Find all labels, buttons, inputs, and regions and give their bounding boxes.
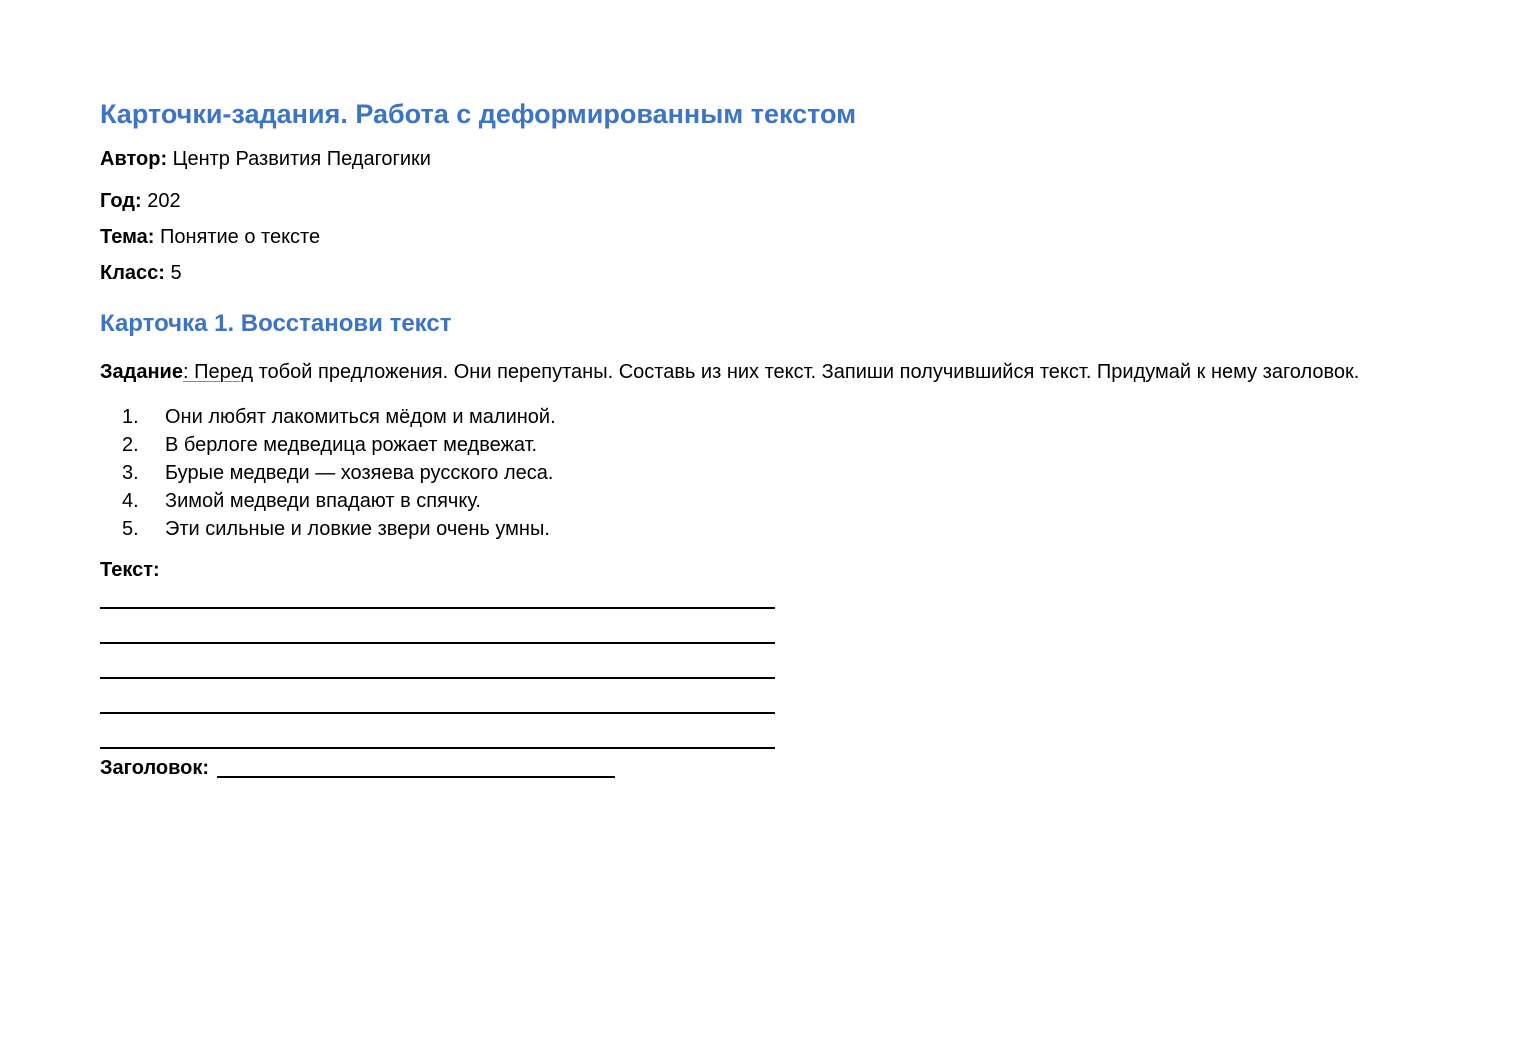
answer-line — [100, 679, 775, 714]
list-item-text: Они любят лакомиться мёдом и малиной. — [165, 406, 556, 428]
sentence-list — [100, 403, 1400, 543]
answer-line — [100, 644, 775, 679]
meta-author — [100, 146, 1400, 172]
task-instruction — [100, 360, 1390, 385]
answer-text-label: Текст: — [100, 559, 160, 581]
meta-grade — [100, 260, 1400, 286]
list-item — [100, 487, 1400, 515]
meta-year-label: Год: — [100, 190, 142, 212]
list-item-number: 5. — [122, 518, 139, 540]
list-item — [100, 459, 1400, 487]
answer-line — [100, 609, 775, 644]
meta-grade-value: 5 — [164, 262, 182, 284]
list-item — [100, 515, 1400, 543]
card-title: Карточка 1. Восстанови текст — [100, 310, 452, 337]
meta-year — [100, 188, 1400, 214]
meta-topic — [100, 224, 1400, 250]
list-item — [100, 431, 1400, 459]
meta-grade-label: Класс: — [100, 262, 165, 284]
document-title: Карточки-задания. Работа с деформированным текстом — [100, 99, 857, 129]
task-marked-word: : Перед — [182, 361, 254, 383]
list-item-text: В берлоге медведица рожает медвежат. — [165, 434, 538, 456]
list-item — [100, 403, 1400, 431]
list-item-text: Эти сильные и ловкие звери очень умны. — [165, 518, 550, 540]
heading-row — [100, 755, 1400, 781]
answer-lines — [100, 583, 775, 749]
meta-author-value: Центр Развития Педагогики — [167, 148, 431, 170]
document-page — [100, 96, 1400, 781]
heading-label: Заголовок: — [100, 757, 210, 779]
heading-blank-line — [217, 756, 615, 778]
answer-line — [100, 583, 775, 609]
meta-topic-value: Понятие о тексте — [154, 226, 321, 248]
list-item-text: Зимой медведи впадают в спячку. — [165, 490, 481, 512]
meta-year-value: 202 — [141, 190, 181, 212]
task-text: тобой предложения. Они перепутаны. Составь из них текст. Запиши получившийся текст. Придумай к нему заголовок. — [253, 361, 1360, 383]
list-item-number: 1. — [122, 406, 139, 428]
list-item-text: Бурые медведи — хозяева русского леса. — [165, 462, 554, 484]
task-label: Задание — [100, 361, 183, 383]
list-item-number: 4. — [122, 490, 139, 512]
list-item-number: 3. — [122, 462, 139, 484]
meta-author-label: Автор: — [100, 148, 168, 170]
list-item-number: 2. — [122, 434, 139, 456]
answer-line — [100, 714, 775, 749]
meta-topic-label: Тема: — [100, 226, 155, 248]
